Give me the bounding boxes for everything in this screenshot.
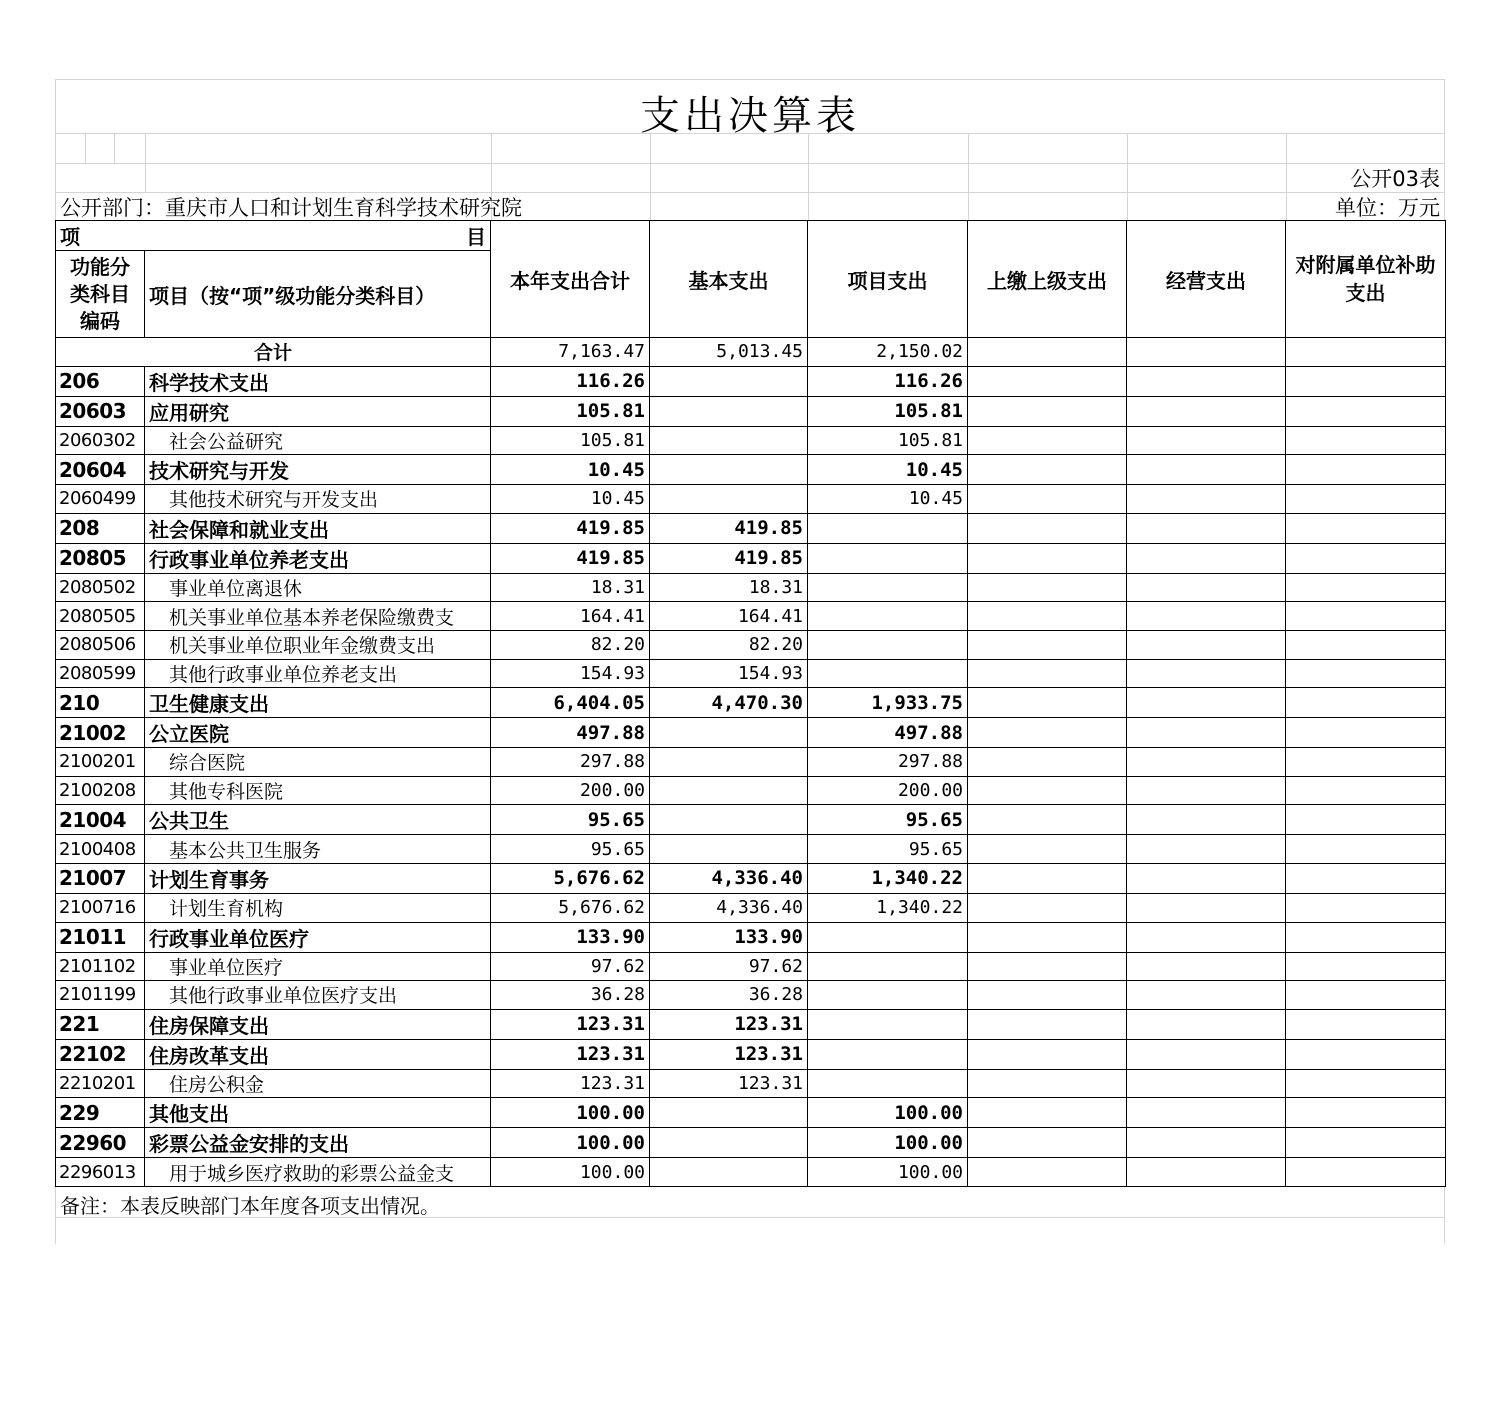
row-name: 其他支出 [145,1098,491,1128]
cell-value [650,485,808,514]
cell-value [1286,630,1446,659]
table-row [56,659,1446,688]
table-row [56,1158,1446,1187]
cell-value [1127,893,1286,922]
cell-value [808,981,968,1010]
row-name: 计划生育机构 [145,893,491,922]
cell-value: 1,933.75 [808,688,968,718]
row-code: 21011 [56,922,145,952]
cell-value [968,338,1127,367]
cell-value: 6,404.05 [491,688,650,718]
row-name: 公立医院 [145,718,491,748]
cell-value: 123.31 [491,1039,650,1069]
form-number: 公开03表 [1350,167,1440,191]
cell-value: 82.20 [491,630,650,659]
row-name: 其他专科医院 [145,776,491,805]
cell-value [808,659,968,688]
cell-value: 10.45 [491,455,650,485]
row-name: 住房保障支出 [145,1009,491,1039]
row-code: 206 [56,366,145,396]
cell-value: 97.62 [650,952,808,981]
cell-value [1127,952,1286,981]
cell-value: 419.85 [491,543,650,573]
cell-value [968,1039,1127,1069]
table-row [56,455,1446,485]
table-row [56,863,1446,893]
cell-value: 297.88 [491,748,650,777]
unit-label: 单位：万元 [1335,196,1440,220]
row-name: 其他技术研究与开发支出 [145,485,491,514]
row-code: 2210201 [56,1069,145,1098]
row-code: 208 [56,513,145,543]
cell-value [1127,485,1286,514]
table-row [56,835,1446,864]
table-row [56,396,1446,426]
col-header-subsidy: 对附属单位补助支出 [1286,221,1446,338]
row-code: 2080506 [56,630,145,659]
row-code: 2060499 [56,485,145,514]
table-row [56,952,1446,981]
row-code: 2080599 [56,659,145,688]
cell-value [650,776,808,805]
row-code: 2100716 [56,893,145,922]
cell-value [1286,952,1446,981]
cell-value: 419.85 [650,513,808,543]
cell-value [1286,688,1446,718]
cell-value: 95.65 [491,805,650,835]
footnote [55,1187,1445,1218]
cell-value: 100.00 [808,1098,968,1128]
cell-value [1286,659,1446,688]
cell-value [968,981,1127,1010]
cell-value [968,630,1127,659]
cell-value [1286,485,1446,514]
cell-value [1286,748,1446,777]
cell-value: 4,470.30 [650,688,808,718]
cell-value [1127,835,1286,864]
cell-value: 100.00 [491,1098,650,1128]
cell-value [808,630,968,659]
cell-value: 123.31 [650,1039,808,1069]
col-header-basic: 基本支出 [650,221,808,338]
cell-value: 116.26 [491,366,650,396]
cell-value [1127,396,1286,426]
cell-value [968,835,1127,864]
cell-value [1286,835,1446,864]
cell-value [1127,338,1286,367]
row-name: 其他行政事业单位养老支出 [145,659,491,688]
row-code: 2100201 [56,748,145,777]
cell-value: 133.90 [491,922,650,952]
row-code: 2101102 [56,952,145,981]
cell-value [968,922,1127,952]
row-code: 2060302 [56,426,145,455]
cell-value [1286,513,1446,543]
row-code: 21007 [56,863,145,893]
cell-value [968,1098,1127,1128]
cell-value [1127,1128,1286,1158]
table-row [56,1039,1446,1069]
row-code: 2296013 [56,1158,145,1187]
table-row [56,602,1446,631]
cell-value [968,485,1127,514]
cell-value [968,573,1127,602]
row-name: 用于城乡医疗救助的彩票公益金支 [145,1158,491,1187]
cell-value [1127,366,1286,396]
expenditure-table [55,220,1446,1187]
title-bar [55,79,1445,139]
table-row [56,776,1446,805]
cell-value [650,426,808,455]
cell-value [968,688,1127,718]
row-name: 行政事业单位养老支出 [145,543,491,573]
cell-value [1286,893,1446,922]
table-row [56,688,1446,718]
row-name: 技术研究与开发 [145,455,491,485]
cell-value: 100.00 [808,1158,968,1187]
cell-value: 116.26 [808,366,968,396]
cell-value [1127,513,1286,543]
cell-value: 18.31 [491,573,650,602]
cell-value [1286,426,1446,455]
expenditure-sheet [55,79,1445,1244]
table-row [56,748,1446,777]
cell-value [1286,455,1446,485]
cell-value [1127,543,1286,573]
cell-value [1127,981,1286,1010]
row-code: 20603 [56,396,145,426]
cell-value [808,543,968,573]
cell-value [1127,922,1286,952]
cell-value [1286,1098,1446,1128]
cell-value: 5,676.62 [491,863,650,893]
cell-value: 200.00 [808,776,968,805]
cell-value [808,1069,968,1098]
cell-value [968,718,1127,748]
cell-value: 297.88 [808,748,968,777]
table-row [56,893,1446,922]
row-code: 2100208 [56,776,145,805]
cell-value [968,952,1127,981]
cell-value [650,396,808,426]
cell-value: 10.45 [808,455,968,485]
cell-value [1127,1098,1286,1128]
cell-value [1127,630,1286,659]
cell-value [968,1128,1127,1158]
cell-value: 105.81 [491,396,650,426]
col-header-code: 功能分类科目编码 [56,251,145,338]
cell-value [650,718,808,748]
cell-value: 105.81 [808,426,968,455]
cell-value [808,602,968,631]
col-header-total: 本年支出合计 [491,221,650,338]
cell-value [1286,1069,1446,1098]
table-row [56,1069,1446,1098]
cell-value: 123.31 [650,1069,808,1098]
row-name: 基本公共卫生服务 [145,835,491,864]
row-name: 社会保障和就业支出 [145,513,491,543]
cell-value [968,863,1127,893]
spacer-row [55,1218,1445,1244]
footnote-text: 备注：本表反映部门本年度各项支出情况。 [60,1193,440,1218]
cell-value [1127,659,1286,688]
cell-value [1127,863,1286,893]
cell-value: 7,163.47 [491,338,650,367]
row-code: 20805 [56,543,145,573]
cell-value [968,776,1127,805]
cell-value [1286,718,1446,748]
cell-value: 123.31 [650,1009,808,1039]
cell-value: 123.31 [491,1069,650,1098]
cell-value: 100.00 [808,1128,968,1158]
row-code: 22102 [56,1039,145,1069]
cell-value [1127,1069,1286,1098]
cell-value: 105.81 [808,396,968,426]
department-label: 公开部门：重庆市人口和计划生育科学技术研究院 [60,196,522,220]
row-name: 住房公积金 [145,1069,491,1098]
row-name: 科学技术支出 [145,366,491,396]
row-code: 210 [56,688,145,718]
cell-value [650,805,808,835]
row-code: 229 [56,1098,145,1128]
cell-value [1286,805,1446,835]
cell-value [1286,1009,1446,1039]
cell-value: 5,013.45 [650,338,808,367]
total-label: 合计 [56,338,491,367]
cell-value [1286,1128,1446,1158]
cell-value [1127,748,1286,777]
page-title: 支出决算表 [640,93,860,139]
cell-value [808,1039,968,1069]
cell-value [968,1069,1127,1098]
cell-value [968,396,1127,426]
table-row [56,513,1446,543]
cell-value [1127,573,1286,602]
col-header-business: 经营支出 [1127,221,1286,338]
cell-value [808,922,968,952]
header-item [56,221,491,251]
cell-value: 1,340.22 [808,863,968,893]
cell-value [808,1009,968,1039]
cell-value [650,1158,808,1187]
header-mu: 目 [466,225,486,249]
cell-value [1286,543,1446,573]
row-name: 综合医院 [145,748,491,777]
table-row [56,1098,1446,1128]
cell-value: 497.88 [491,718,650,748]
cell-value [1127,1158,1286,1187]
row-name: 公共卫生 [145,805,491,835]
cell-value [808,513,968,543]
table-row [56,485,1446,514]
cell-value: 82.20 [650,630,808,659]
table-row [56,1009,1446,1039]
row-name: 事业单位离退休 [145,573,491,602]
cell-value [968,1158,1127,1187]
cell-value [968,455,1127,485]
cell-value [808,573,968,602]
cell-value [1127,1039,1286,1069]
cell-value [968,1009,1127,1039]
row-code: 2101199 [56,981,145,1010]
cell-value: 164.41 [491,602,650,631]
cell-value: 105.81 [491,426,650,455]
cell-value: 1,340.22 [808,893,968,922]
cell-value [1127,426,1286,455]
cell-value: 123.31 [491,1009,650,1039]
cell-value: 154.93 [650,659,808,688]
cell-value [1127,455,1286,485]
table-row [56,981,1446,1010]
cell-value [1286,602,1446,631]
cell-value [1127,776,1286,805]
table-row [56,922,1446,952]
row-name: 应用研究 [145,396,491,426]
cell-value: 10.45 [491,485,650,514]
cell-value [1127,602,1286,631]
cell-value: 100.00 [491,1128,650,1158]
row-code: 22960 [56,1128,145,1158]
cell-value: 18.31 [650,573,808,602]
info-bar [55,167,1445,220]
table-row [56,630,1446,659]
row-name: 行政事业单位医疗 [145,922,491,952]
cell-value: 97.62 [491,952,650,981]
table-row [56,718,1446,748]
cell-value [650,455,808,485]
cell-value: 36.28 [491,981,650,1010]
cell-value: 419.85 [650,543,808,573]
cell-value [650,1128,808,1158]
cell-value [968,893,1127,922]
table-row [56,366,1446,396]
spacer-row [55,164,1445,193]
row-name: 住房改革支出 [145,1039,491,1069]
row-name: 其他行政事业单位医疗支出 [145,981,491,1010]
cell-value: 154.93 [491,659,650,688]
cell-value [650,366,808,396]
cell-value [1286,981,1446,1010]
cell-value: 36.28 [650,981,808,1010]
cell-value [1286,1158,1446,1187]
cell-value [1286,922,1446,952]
cell-value [1286,573,1446,602]
cell-value [808,952,968,981]
cell-value: 100.00 [491,1158,650,1187]
cell-value: 95.65 [491,835,650,864]
total-row [56,338,1446,367]
cell-value [1286,1039,1446,1069]
cell-value: 164.41 [650,602,808,631]
header-xiang: 项 [60,225,80,249]
row-name: 机关事业单位职业年金缴费支出 [145,630,491,659]
row-name: 卫生健康支出 [145,688,491,718]
row-name: 事业单位医疗 [145,952,491,981]
cell-value: 95.65 [808,835,968,864]
col-header-upper: 上缴上级支出 [968,221,1127,338]
cell-value: 497.88 [808,718,968,748]
cell-value [1286,338,1446,367]
table-row [56,543,1446,573]
row-name: 社会公益研究 [145,426,491,455]
cell-value: 10.45 [808,485,968,514]
cell-value [968,602,1127,631]
cell-value: 5,676.62 [491,893,650,922]
row-code: 21002 [56,718,145,748]
cell-value [968,748,1127,777]
cell-value: 4,336.40 [650,863,808,893]
cell-value: 2,150.02 [808,338,968,367]
cell-value [968,426,1127,455]
cell-value: 4,336.40 [650,893,808,922]
spacer-row [55,134,1445,164]
cell-value: 419.85 [491,513,650,543]
table-row [56,573,1446,602]
row-code: 221 [56,1009,145,1039]
row-name: 计划生育事务 [145,863,491,893]
cell-value [968,805,1127,835]
col-header-project: 项目支出 [808,221,968,338]
cell-value [1286,396,1446,426]
cell-value [650,748,808,777]
cell-value [650,835,808,864]
table-row [56,1128,1446,1158]
row-code: 2080505 [56,602,145,631]
cell-value [650,1098,808,1128]
row-code: 20604 [56,455,145,485]
table-row [56,426,1446,455]
cell-value [968,366,1127,396]
row-name: 彩票公益金安排的支出 [145,1128,491,1158]
cell-value: 133.90 [650,922,808,952]
table-row [56,805,1446,835]
cell-value [1127,1009,1286,1039]
row-code: 2080502 [56,573,145,602]
cell-value [968,659,1127,688]
row-code: 2100408 [56,835,145,864]
cell-value [1286,863,1446,893]
col-header-name: 项目（按“项”级功能分类科目） [145,251,491,338]
cell-value [1127,688,1286,718]
cell-value: 200.00 [491,776,650,805]
cell-value [1286,776,1446,805]
cell-value: 95.65 [808,805,968,835]
cell-value [968,543,1127,573]
row-name: 机关事业单位基本养老保险缴费支 [145,602,491,631]
cell-value [1127,718,1286,748]
row-code: 21004 [56,805,145,835]
cell-value [1127,805,1286,835]
cell-value [968,513,1127,543]
cell-value [1286,366,1446,396]
